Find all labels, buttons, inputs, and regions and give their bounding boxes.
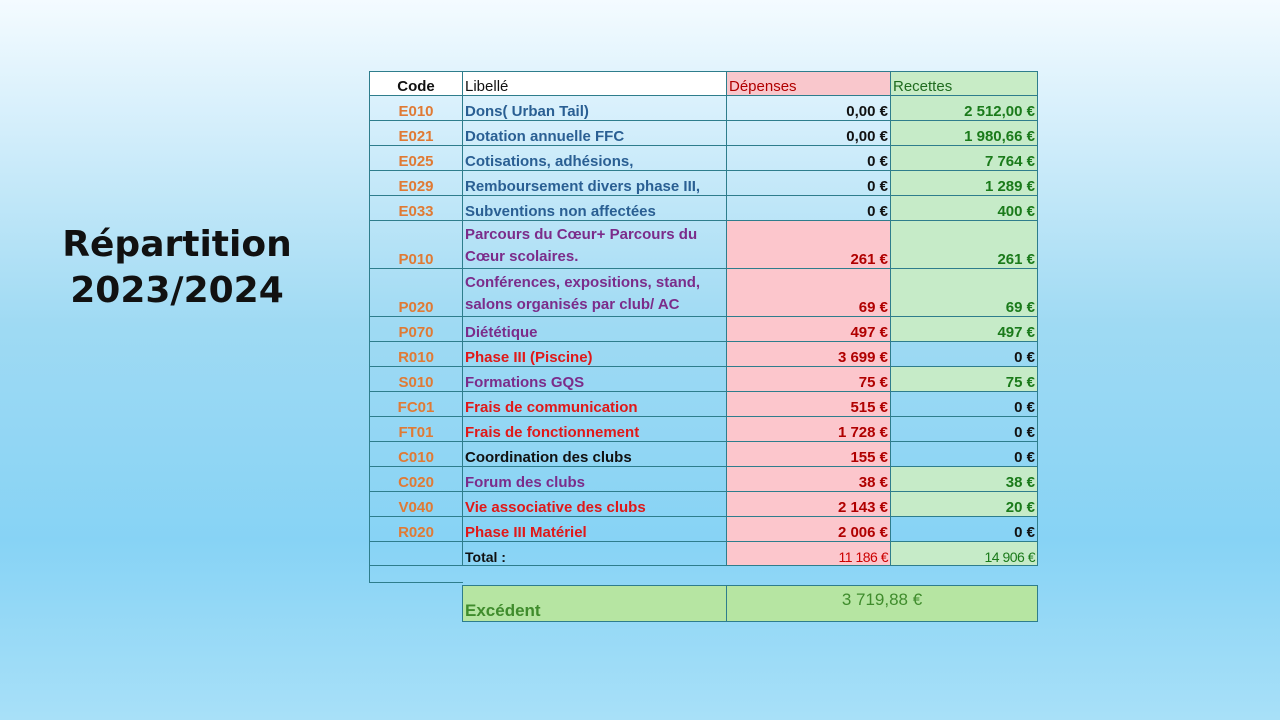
row-libelle: Parcours du Cœur+ Parcours du Cœur scolaires. bbox=[463, 221, 727, 269]
row-recettes: 2 512,00 € bbox=[891, 96, 1038, 121]
slide-title-line1: Répartition bbox=[62, 224, 292, 265]
row-code: E025 bbox=[370, 146, 463, 171]
slide-title-line2: 2023/2024 bbox=[70, 270, 284, 311]
row-recettes: 20 € bbox=[891, 492, 1038, 517]
row-libelle: Diététique bbox=[463, 317, 727, 342]
total-depenses: 11 186 € bbox=[727, 542, 891, 566]
table-row bbox=[370, 269, 1038, 317]
row-libelle: Frais de fonctionnement bbox=[463, 417, 727, 442]
row-recettes: 0 € bbox=[891, 342, 1038, 367]
row-depenses: 2 143 € bbox=[727, 492, 891, 517]
excedent-blank bbox=[370, 586, 463, 622]
row-code: R010 bbox=[370, 342, 463, 367]
row-recettes: 69 € bbox=[891, 269, 1038, 317]
table-row bbox=[370, 221, 1038, 269]
header-libelle: Libellé bbox=[463, 72, 727, 96]
row-code: E029 bbox=[370, 171, 463, 196]
table-row bbox=[370, 342, 1038, 367]
table-row bbox=[370, 171, 1038, 196]
row-recettes: 1 289 € bbox=[891, 171, 1038, 196]
table-row bbox=[370, 467, 1038, 492]
total-label: Total : bbox=[463, 542, 727, 566]
row-code: C020 bbox=[370, 467, 463, 492]
total-code-cell bbox=[370, 542, 463, 566]
row-depenses: 2 006 € bbox=[727, 517, 891, 542]
spacer-cell bbox=[891, 566, 1038, 583]
table-row bbox=[370, 442, 1038, 467]
row-libelle: Phase III (Piscine) bbox=[463, 342, 727, 367]
table-row bbox=[370, 96, 1038, 121]
table-row bbox=[370, 417, 1038, 442]
row-recettes: 0 € bbox=[891, 417, 1038, 442]
row-recettes: 400 € bbox=[891, 196, 1038, 221]
table-row bbox=[370, 146, 1038, 171]
row-code: S010 bbox=[370, 367, 463, 392]
row-recettes: 497 € bbox=[891, 317, 1038, 342]
row-libelle: Dons( Urban Tail) bbox=[463, 96, 727, 121]
row-recettes: 75 € bbox=[891, 367, 1038, 392]
header-row bbox=[370, 72, 1038, 96]
row-libelle: Vie associative des clubs bbox=[463, 492, 727, 517]
slide-title bbox=[50, 222, 304, 314]
excedent-row bbox=[370, 586, 1038, 622]
row-depenses: 0,00 € bbox=[727, 96, 891, 121]
table-row bbox=[370, 492, 1038, 517]
row-recettes: 7 764 € bbox=[891, 146, 1038, 171]
row-libelle: Conférences, expositions, stand, salons organisés par club/ AC bbox=[463, 269, 727, 317]
row-code: C010 bbox=[370, 442, 463, 467]
budget-table bbox=[369, 71, 1038, 622]
row-recettes: 0 € bbox=[891, 392, 1038, 417]
row-code: E010 bbox=[370, 96, 463, 121]
row-depenses: 0 € bbox=[727, 196, 891, 221]
row-code: FC01 bbox=[370, 392, 463, 417]
row-recettes: 0 € bbox=[891, 442, 1038, 467]
row-depenses: 497 € bbox=[727, 317, 891, 342]
row-recettes: 261 € bbox=[891, 221, 1038, 269]
row-code: P070 bbox=[370, 317, 463, 342]
spacer-cell bbox=[727, 566, 891, 583]
row-depenses: 261 € bbox=[727, 221, 891, 269]
row-depenses: 0 € bbox=[727, 171, 891, 196]
total-row bbox=[370, 542, 1038, 566]
table-row bbox=[370, 517, 1038, 542]
total-recettes: 14 906 € bbox=[891, 542, 1038, 566]
row-libelle: Frais de communication bbox=[463, 392, 727, 417]
row-libelle: Dotation annuelle FFC bbox=[463, 121, 727, 146]
row-libelle: Coordination des clubs bbox=[463, 442, 727, 467]
spacer-cell bbox=[370, 566, 463, 583]
row-libelle: Remboursement divers phase III, bbox=[463, 171, 727, 196]
row-depenses: 0 € bbox=[727, 146, 891, 171]
row-libelle: Subventions non affectées bbox=[463, 196, 727, 221]
row-code: P010 bbox=[370, 221, 463, 269]
row-code: FT01 bbox=[370, 417, 463, 442]
row-code: R020 bbox=[370, 517, 463, 542]
row-depenses: 515 € bbox=[727, 392, 891, 417]
row-recettes: 38 € bbox=[891, 467, 1038, 492]
row-libelle: Phase III Matériel bbox=[463, 517, 727, 542]
row-depenses: 38 € bbox=[727, 467, 891, 492]
row-depenses: 3 699 € bbox=[727, 342, 891, 367]
row-depenses: 155 € bbox=[727, 442, 891, 467]
excedent-label: Excédent bbox=[463, 586, 727, 622]
header-depenses: Dépenses bbox=[727, 72, 891, 96]
row-code: P020 bbox=[370, 269, 463, 317]
table-row bbox=[370, 367, 1038, 392]
row-code: E021 bbox=[370, 121, 463, 146]
spacer-cell bbox=[463, 566, 727, 583]
table-row bbox=[370, 196, 1038, 221]
header-recettes: Recettes bbox=[891, 72, 1038, 96]
table-row bbox=[370, 392, 1038, 417]
row-depenses: 1 728 € bbox=[727, 417, 891, 442]
row-recettes: 1 980,66 € bbox=[891, 121, 1038, 146]
row-libelle: Cotisations, adhésions, bbox=[463, 146, 727, 171]
row-libelle: Forum des clubs bbox=[463, 467, 727, 492]
row-code: V040 bbox=[370, 492, 463, 517]
row-depenses: 69 € bbox=[727, 269, 891, 317]
table-row bbox=[370, 121, 1038, 146]
row-recettes: 0 € bbox=[891, 517, 1038, 542]
excedent-value: 3 719,88 € bbox=[727, 586, 1038, 622]
row-code: E033 bbox=[370, 196, 463, 221]
row-depenses: 0,00 € bbox=[727, 121, 891, 146]
spacer-row bbox=[370, 566, 1038, 583]
table-row bbox=[370, 317, 1038, 342]
header-code: Code bbox=[370, 72, 463, 96]
row-depenses: 75 € bbox=[727, 367, 891, 392]
row-libelle: Formations GQS bbox=[463, 367, 727, 392]
